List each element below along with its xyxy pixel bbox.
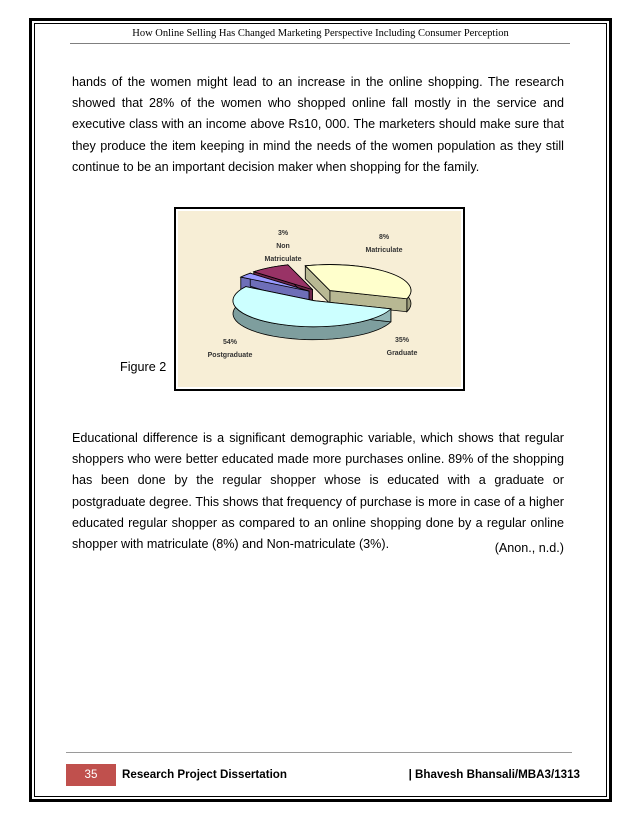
header-rule (70, 43, 570, 44)
citation: (Anon., n.d.) (494, 541, 564, 555)
chart-plot-area (178, 211, 461, 387)
pie-category-label-non-matriculate: Non (276, 243, 290, 250)
pie-value-label-non-matriculate: 3% (277, 230, 289, 237)
pie-category-label-non-matriculate: Matriculate (264, 256, 302, 263)
paragraph-education: Educational difference is a significant demographic variable, which shows that regular shoppers who were better educated made more purchases online. 89% of the shopping has been done by the regular shopper whose is educated with a graduate or postgraduate degree. This shows that frequency of purchase is more in case of a higher educated regular shopper as compared to an online shopping done by a regular online shopper with matriculate (8%) and Non-matriculate (3%). (72, 431, 564, 552)
paragraph-women-shoppers: hands of the women might lead to an increase in the online shopping. The research showed that 28% of the women who shopped online fall mostly in the service and executive class with an income above Rs10, 000. The marketers should make sure that they produce the item keeping in mind the needs of the women population as they still continue to be an important decision maker when shopping for the family. (72, 75, 564, 174)
pie-value-label-graduate: 35% (394, 337, 410, 344)
pie-category-label-graduate: Graduate (386, 350, 418, 357)
education-pie-chart (174, 207, 465, 391)
pie-value-label-postgraduate: 54% (222, 339, 238, 346)
footer-author: | Bhavesh Bhansali/MBA3/1313 (408, 768, 580, 781)
pie-value-label-matriculate: 8% (378, 234, 390, 241)
page-footer (66, 764, 580, 786)
pie-category-label-matriculate: Matriculate (365, 247, 403, 254)
figure-caption: Figure 2 (120, 360, 167, 374)
footer-title: Research Project Dissertation (122, 768, 287, 781)
page-number-badge: 35 (66, 764, 116, 786)
footer-rule (66, 752, 572, 753)
pie-category-label-postgraduate: Postgraduate (207, 352, 253, 359)
pie-chart-canvas (176, 209, 463, 389)
running-header: How Online Selling Has Changed Marketing Perspective Including Consumer Perception (132, 28, 509, 39)
